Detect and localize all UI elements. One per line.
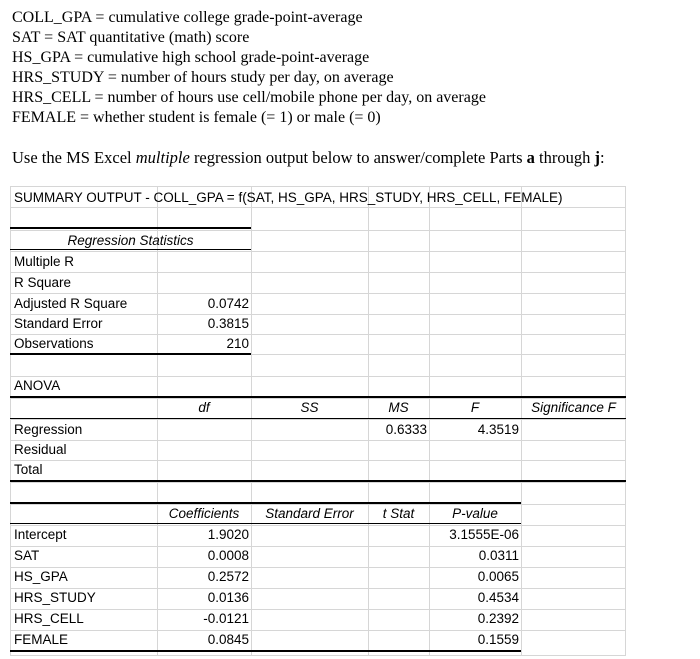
anova-header-f: F <box>470 400 480 415</box>
instruction-part: Use the MS Excel <box>12 148 136 167</box>
stat-value-observations: 210 <box>226 336 249 351</box>
coef-row-intercept: Intercept <box>14 527 67 542</box>
anova-total-f <box>429 460 519 480</box>
anova-total-ms <box>368 460 427 480</box>
coef-header-p-value: P-value <box>452 506 498 521</box>
summary-title: SUMMARY OUTPUT - COLL_GPA = f(SAT, HS_GPA, HRS_STUDY, HRS_CELL, FEMALE) <box>14 190 563 205</box>
anova-regression-sig <box>521 420 624 440</box>
excel-regression-output <box>10 186 626 656</box>
coef-sat-se <box>251 546 366 566</box>
coef-header-standard-error: Standard Error <box>265 506 354 521</box>
instruction-bold-j: j <box>594 148 600 167</box>
anova-total-df <box>157 460 249 480</box>
coef-row-hrs-cell: HRS_CELL <box>14 611 84 626</box>
coef-intercept-se <box>251 525 366 545</box>
grid-line <box>10 655 626 656</box>
anova-residual-ms <box>368 440 427 460</box>
grid-line <box>10 186 626 187</box>
coef-hs-gpa-t <box>368 567 427 587</box>
stats-top-border <box>10 227 251 229</box>
anova-total-sig <box>521 460 624 480</box>
definition-coll-gpa: COLL_GPA = cumulative college grade-point-average <box>12 9 363 26</box>
coef-sat-t <box>368 546 427 566</box>
stat-label-standard-error: Standard Error <box>14 316 103 331</box>
coef-hrs-cell-p: 0.2392 <box>477 611 519 626</box>
coef-female-p: 0.1559 <box>477 632 519 647</box>
definition-hs-gpa: HS_GPA = cumulative high school grade-point-average <box>12 49 370 66</box>
anova-header-ms: MS <box>388 400 409 415</box>
coef-header-coefficients: Coefficients <box>168 506 240 521</box>
coef-hs-gpa-se <box>251 567 366 587</box>
anova-residual-ss <box>251 440 366 460</box>
coef-female-value: 0.0845 <box>207 632 249 647</box>
stat-label-adjusted-r-square: Adjusted R Square <box>14 296 128 311</box>
grid-line <box>10 334 626 335</box>
grid-line <box>625 186 626 656</box>
anova-residual-df <box>157 440 249 460</box>
grid-line <box>10 376 626 377</box>
instruction-part: : <box>599 148 605 167</box>
grid-line <box>10 272 626 273</box>
anova-row-residual: Residual <box>14 442 67 457</box>
anova-header-df: df <box>198 400 210 415</box>
coef-row-hs-gpa: HS_GPA <box>14 569 68 584</box>
coef-row-sat: SAT <box>14 548 40 563</box>
coef-sat-p: 0.0311 <box>478 548 519 563</box>
coef-bottom-border <box>10 650 521 652</box>
coef-row-hrs-study: HRS_STUDY <box>14 590 96 605</box>
anova-regression-f: 4.3519 <box>477 422 519 437</box>
regression-statistics-header: Regression Statistics <box>67 233 194 248</box>
anova-regression-ss <box>251 420 366 440</box>
coef-hs-gpa-value: 0.2572 <box>207 569 249 584</box>
coef-intercept-p: 3.1555E-06 <box>449 527 519 542</box>
instruction-text <box>12 148 605 168</box>
stat-value-standard-error: 0.3815 <box>207 316 249 331</box>
coef-hrs-study-t <box>368 588 427 608</box>
variable-definitions <box>12 8 486 128</box>
grid-line <box>10 251 626 252</box>
anova-title: ANOVA <box>14 378 61 393</box>
definition-hrs-cell: HRS_CELL = number of hours use cell/mobile phone per day, on average <box>12 89 486 106</box>
coef-hrs-study-value: 0.0136 <box>207 590 249 605</box>
anova-row-total: Total <box>14 462 43 477</box>
stat-value-adjusted-r-square: 0.0742 <box>207 296 249 311</box>
anova-header-border <box>10 418 626 419</box>
stat-label-multiple-r: Multiple R <box>14 254 75 269</box>
anova-residual-f <box>429 440 519 460</box>
coef-hs-gpa-p: 0.0065 <box>477 569 519 584</box>
coef-hrs-cell-t <box>368 609 427 629</box>
definition-hrs-study: HRS_STUDY = number of hours study per day, on average <box>12 69 394 86</box>
coef-intercept-value: 1.9020 <box>207 527 249 542</box>
anova-regression-ms: 0.6333 <box>385 422 427 437</box>
coef-hrs-cell-se <box>251 609 366 629</box>
coef-hrs-cell-value: -0.0121 <box>203 611 249 626</box>
anova-total-ss <box>251 460 366 480</box>
instruction-bold-a: a <box>526 148 535 167</box>
instruction-part: regression output below to answer/complete Parts <box>189 148 527 167</box>
stat-label-observations: Observations <box>14 336 94 351</box>
definition-female: FEMALE = whether student is female (= 1) or male (= 0) <box>12 109 381 126</box>
anova-residual-sig <box>521 440 624 460</box>
stat-value-r-square <box>157 273 249 293</box>
instruction-part: through <box>534 148 595 167</box>
instruction-italic: multiple <box>135 148 190 167</box>
stat-value-multiple-r <box>157 252 249 272</box>
anova-bottom-border <box>10 480 626 482</box>
coef-hrs-study-p: 0.4534 <box>477 590 519 605</box>
definition-sat: SAT = SAT quantitative (math) score <box>12 29 250 46</box>
anova-regression-df <box>157 420 249 440</box>
coef-sat-value: 0.0008 <box>207 548 249 563</box>
anova-row-regression: Regression <box>14 422 83 437</box>
coef-female-t <box>368 630 427 650</box>
coef-hrs-study-se <box>251 588 366 608</box>
coef-female-se <box>251 630 366 650</box>
coef-row-female: FEMALE <box>14 632 69 647</box>
grid-line <box>10 186 11 656</box>
anova-header-significance-f: Significance F <box>531 400 616 415</box>
stat-label-r-square: R Square <box>14 275 72 290</box>
coef-header-t-stat: t Stat <box>382 506 415 521</box>
anova-header-ss: SS <box>300 400 319 415</box>
grid-line <box>10 482 626 483</box>
coef-intercept-t <box>368 525 427 545</box>
